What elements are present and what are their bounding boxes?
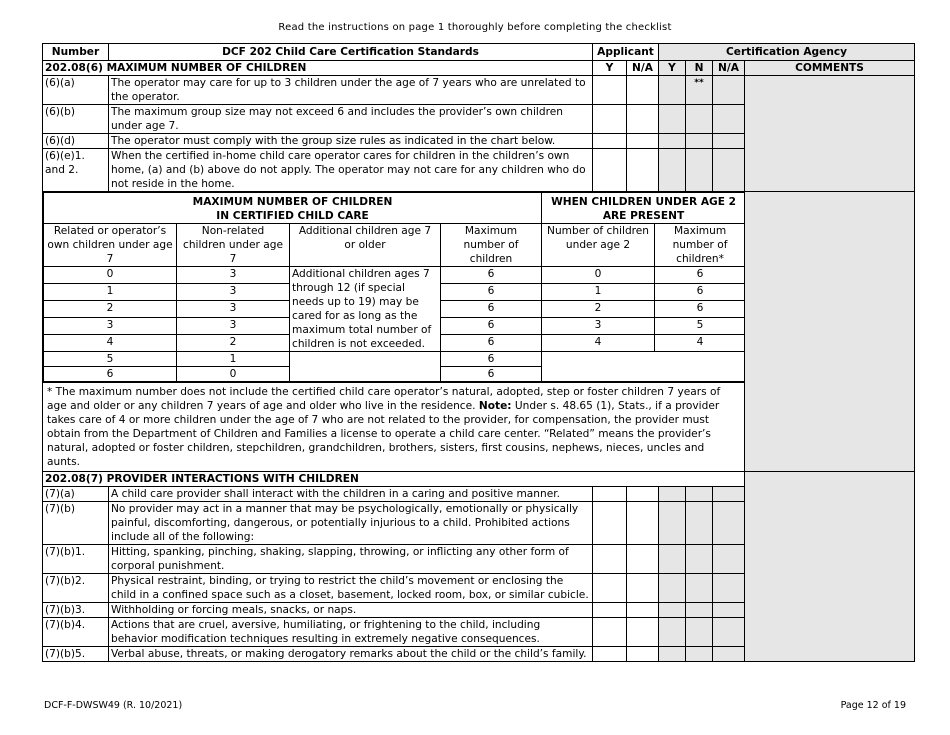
chart-row: [43, 192, 915, 383]
col-under2-header: Number of children under age 2: [542, 224, 655, 267]
standard-text: Actions that are cruel, aversive, humiliating, or frightening to the child, including behavior modification techniques resulting in extremely negative consequences.: [109, 618, 593, 647]
max-cell: 6: [441, 367, 542, 382]
standard-text: No provider may act in a manner that may be psychologically, emotionally or physically painful, discomforting, dangerous, or potentially injurious to a child. Prohibited actions include all of the following:: [109, 502, 593, 545]
section1-header-row: [43, 61, 915, 76]
agency-y-cell[interactable]: [659, 603, 686, 618]
agency-na-cell[interactable]: [713, 618, 745, 647]
chart-container: [43, 192, 745, 383]
nonrelated-cell: 3: [177, 267, 290, 284]
applicant-na-header: N/A: [627, 61, 659, 76]
agency-na-cell[interactable]: [713, 487, 745, 502]
related-cell: 5: [44, 352, 177, 367]
chart-title-row: [44, 193, 746, 224]
standard-text: The operator must comply with the group size rules as indicated in the chart below.: [109, 134, 593, 149]
related-cell: 4: [44, 335, 177, 352]
standard-number: (7)(b)4.: [43, 618, 109, 647]
under2-cell: 0: [542, 267, 655, 284]
applicant-header: Applicant: [593, 44, 659, 61]
applicant-y-cell[interactable]: [593, 647, 627, 662]
additional-blank-cell: [290, 352, 441, 367]
agency-y-cell[interactable]: [659, 487, 686, 502]
comments-header: COMMENTS: [745, 61, 915, 76]
related-cell: 2: [44, 301, 177, 318]
applicant-na-cell[interactable]: [627, 76, 659, 105]
agency-na-cell[interactable]: [713, 76, 745, 105]
chart-data-row: [44, 267, 746, 284]
col-max2-header: Maximum number of children*: [655, 224, 746, 267]
max2-cell: 6: [655, 301, 746, 318]
applicant-y-cell[interactable]: [593, 618, 627, 647]
chart-left-title-line2: IN CERTIFIED CHILD CARE: [216, 210, 369, 222]
comments-box[interactable]: [745, 76, 915, 192]
agency-y-cell[interactable]: [659, 545, 686, 574]
agency-n-cell[interactable]: [686, 545, 713, 574]
max-cell: 6: [441, 267, 542, 284]
related-cell: 6: [44, 367, 177, 382]
under2-cell: 4: [542, 335, 655, 352]
agency-n-cell[interactable]: [686, 487, 713, 502]
agency-n-cell[interactable]: **: [686, 76, 713, 105]
agency-n-cell[interactable]: [686, 105, 713, 134]
agency-n-header: N: [686, 61, 713, 76]
applicant-y-cell[interactable]: [593, 487, 627, 502]
standard-number: (7)(b)2.: [43, 574, 109, 603]
agency-y-cell[interactable]: [659, 502, 686, 545]
chart-right-title: [542, 193, 746, 224]
related-cell: 0: [44, 267, 177, 284]
max2-cell: 6: [655, 267, 746, 284]
under2-blank-cell: [542, 352, 746, 382]
standard-number: (6)(d): [43, 134, 109, 149]
agency-y-cell[interactable]: [659, 647, 686, 662]
applicant-na-cell[interactable]: [627, 545, 659, 574]
chart-right-title-line2: ARE PRESENT: [602, 210, 685, 222]
standard-text: Verbal abuse, threats, or making derogatory remarks about the child or the child’s family.: [109, 647, 593, 662]
agency-na-cell[interactable]: [713, 574, 745, 603]
applicant-na-cell[interactable]: [627, 618, 659, 647]
number-header: Number: [43, 44, 109, 61]
col-additional-header: Additional children age 7 or older: [290, 224, 441, 267]
additional-children-text: Additional children ages 7 through 12 (if special needs up to 19) may be cared for as long as the maximum total number of children is not exceeded.: [290, 267, 441, 352]
applicant-na-cell[interactable]: [627, 105, 659, 134]
standard-number: (6)(b): [43, 105, 109, 134]
applicant-y-cell[interactable]: [593, 105, 627, 134]
agency-na-cell[interactable]: [713, 647, 745, 662]
agency-na-cell[interactable]: [713, 134, 745, 149]
header-row-1: [43, 44, 915, 61]
agency-n-cell[interactable]: [686, 647, 713, 662]
standard-number: (6)(e)1. and 2.: [43, 149, 109, 192]
standard-text: The maximum group size may not exceed 6 and includes the provider’s own children under age 7.: [109, 105, 593, 134]
max-cell: 6: [441, 335, 542, 352]
agency-y-cell[interactable]: [659, 574, 686, 603]
chart-left-title-line1: MAXIMUM NUMBER OF CHILDREN: [192, 196, 393, 208]
agency-n-cell[interactable]: [686, 149, 713, 192]
agency-y-cell[interactable]: [659, 76, 686, 105]
agency-y-cell[interactable]: [659, 618, 686, 647]
standard-number: (6)(a): [43, 76, 109, 105]
applicant-na-cell[interactable]: [627, 502, 659, 545]
comments-box[interactable]: [745, 192, 915, 472]
standard-text: Physical restraint, binding, or trying to restrict the child’s movement or enclosing the child in a confined space such as a closet, basement, locked room, box, or similar cubicle.: [109, 574, 593, 603]
applicant-na-cell[interactable]: [627, 149, 659, 192]
applicant-na-cell[interactable]: [627, 134, 659, 149]
agency-header: Certification Agency: [659, 44, 915, 61]
applicant-y-header: Y: [593, 61, 627, 76]
section1-title: 202.08(6) MAXIMUM NUMBER OF CHILDREN: [43, 61, 593, 76]
applicant-na-cell[interactable]: [627, 487, 659, 502]
related-cell: 3: [44, 318, 177, 335]
footnote-part-b: Under s. 48.65 (1), Stats., if a provider takes care of 4 or more children under the age of 7 who are not related to the provider, for compensation, the provider must obtain from the Department of Children and Families a license to operate a child care center. “Related” means the provider’s natural, adopted or foster children, stepchildren, grandchildren, brothers, sisters, first cousins, nephews, nieces, uncles and aunts.: [47, 400, 720, 468]
col-related-header: Related or operator’s own children under age 7: [44, 224, 177, 267]
applicant-y-cell[interactable]: [593, 603, 627, 618]
applicant-na-cell[interactable]: [627, 603, 659, 618]
standard-number: (7)(a): [43, 487, 109, 502]
footnote-part-a: * The maximum number does not include the certified child care operator’s natural, adopted, step or foster children 7 years of age and older or any children 7 years of age and older who live in the residence.: [47, 386, 721, 412]
agency-na-cell[interactable]: [713, 545, 745, 574]
max2-cell: 6: [655, 284, 746, 301]
agency-na-cell[interactable]: [713, 105, 745, 134]
agency-n-cell[interactable]: [686, 618, 713, 647]
standard-text: Hitting, spanking, pinching, shaking, slapping, throwing, or inflicting any other form of corporal punishment.: [109, 545, 593, 574]
agency-y-cell[interactable]: [659, 105, 686, 134]
under2-cell: 2: [542, 301, 655, 318]
under2-cell: 3: [542, 318, 655, 335]
standard-text: Withholding or forcing meals, snacks, or naps.: [109, 603, 593, 618]
max-cell: 6: [441, 318, 542, 335]
applicant-y-cell[interactable]: [593, 149, 627, 192]
footnote-note-label: Note:: [478, 400, 512, 412]
max-cell: 6: [441, 284, 542, 301]
chart-right-title-line1: WHEN CHILDREN UNDER AGE 2: [551, 196, 737, 208]
agency-y-cell[interactable]: [659, 149, 686, 192]
agency-na-header: N/A: [713, 61, 745, 76]
related-cell: 1: [44, 284, 177, 301]
col-max-header: Maximum number of children: [441, 224, 542, 267]
standard-text: The operator may care for up to 3 children under the age of 7 years who are unrelated to the operator.: [109, 76, 593, 105]
nonrelated-cell: 3: [177, 301, 290, 318]
standard-number: (7)(b)5.: [43, 647, 109, 662]
nonrelated-cell: 0: [177, 367, 290, 382]
max-cell: 6: [441, 301, 542, 318]
agency-na-cell[interactable]: [713, 603, 745, 618]
chart-column-header-row: [44, 224, 746, 267]
nonrelated-cell: 3: [177, 284, 290, 301]
nonrelated-cell: 2: [177, 335, 290, 352]
instructions-note: Read the instructions on page 1 thoroughly before completing the checklist: [278, 22, 672, 33]
standard-text: When the certified in-home child care operator cares for children in the children’s own home, (a) and (b) above do not apply. The operator may not care for any children who do not reside in the home.: [109, 149, 593, 192]
nonrelated-cell: 1: [177, 352, 290, 367]
max2-cell: 4: [655, 335, 746, 352]
under2-cell: 1: [542, 284, 655, 301]
agency-n-cell[interactable]: [686, 502, 713, 545]
chart-left-title: [44, 193, 542, 224]
page-number: Page 12 of 19: [840, 700, 906, 711]
standard-number: (7)(b)1.: [43, 545, 109, 574]
comments-box[interactable]: [745, 472, 915, 662]
chart-data-row: [44, 352, 746, 367]
standards-header: DCF 202 Child Care Certification Standards: [109, 44, 593, 61]
agency-n-cell[interactable]: [686, 134, 713, 149]
nonrelated-cell: 3: [177, 318, 290, 335]
applicant-y-cell[interactable]: [593, 545, 627, 574]
agency-y-cell[interactable]: [659, 134, 686, 149]
standard-number: (7)(b)3.: [43, 603, 109, 618]
checklist-table: [42, 43, 915, 662]
agency-na-cell[interactable]: [713, 502, 745, 545]
applicant-na-cell[interactable]: [627, 574, 659, 603]
col-nonrelated-header: Non-related children under age 7: [177, 224, 290, 267]
section2-header-row: [43, 472, 915, 487]
applicant-y-cell[interactable]: [593, 574, 627, 603]
standard-row: [43, 76, 915, 105]
agency-y-header: Y: [659, 61, 686, 76]
group-size-chart: [43, 192, 746, 382]
applicant-y-cell[interactable]: [593, 502, 627, 545]
applicant-y-cell[interactable]: [593, 134, 627, 149]
additional-blank-cell: [290, 367, 441, 382]
form-id: DCF-F-DWSW49 (R. 10/2021): [44, 700, 183, 711]
section2-title: 202.08(7) PROVIDER INTERACTIONS WITH CHILDREN: [43, 472, 745, 487]
chart-footnote: [43, 383, 745, 472]
applicant-na-cell[interactable]: [627, 647, 659, 662]
applicant-y-cell[interactable]: [593, 76, 627, 105]
standard-text: A child care provider shall interact with the children in a caring and positive manner.: [109, 487, 593, 502]
max-cell: 6: [441, 352, 542, 367]
agency-na-cell[interactable]: [713, 149, 745, 192]
agency-n-cell[interactable]: [686, 574, 713, 603]
standard-number: (7)(b): [43, 502, 109, 545]
max2-cell: 5: [655, 318, 746, 335]
agency-n-cell[interactable]: [686, 603, 713, 618]
